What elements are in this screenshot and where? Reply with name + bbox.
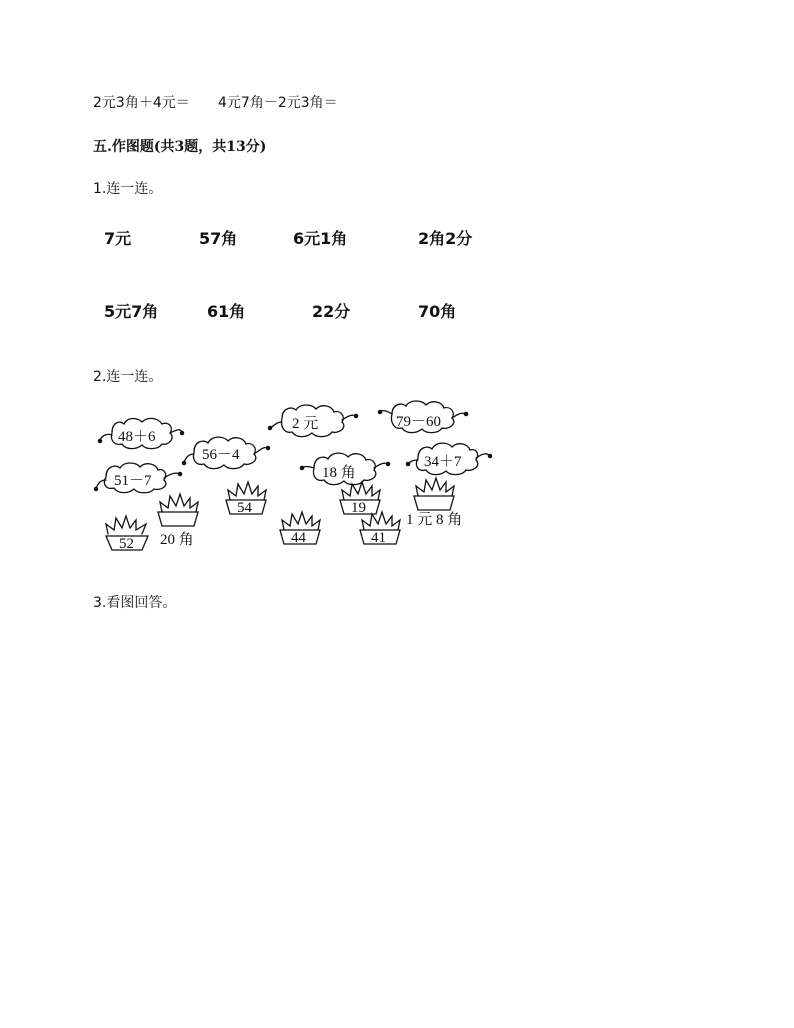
grass-4-text: 44 (291, 530, 306, 546)
match-item-top-1: 7元 (104, 229, 132, 248)
leaf-grass-figure (92, 400, 502, 560)
grass-1-text: 52 (119, 536, 134, 552)
grass-3-text: 54 (237, 500, 252, 516)
grass-5-text: 19 (351, 500, 366, 516)
grass-2-label: 20 角 (160, 532, 194, 548)
expression-2: 4元7角－2元3角＝ (218, 95, 338, 111)
expression-1: 2元3角＋4元＝ (93, 95, 190, 111)
match-item-top-3: 6元1角 (293, 229, 348, 248)
match-item-bottom-1: 5元7角 (104, 302, 159, 321)
question-2-label: 2.连一连。 (93, 369, 163, 385)
leaf-2-text: 56－4 (202, 447, 240, 463)
match-item-top-4: 2角2分 (418, 229, 473, 248)
leaf-7-text: 34＋7 (424, 454, 462, 470)
leaf-5-text: 79－60 (396, 414, 442, 430)
grass-6-text: 41 (371, 530, 386, 546)
match-item-top-2: 57角 (199, 229, 238, 248)
match-item-bottom-3: 22分 (312, 302, 351, 321)
grass-7-label: 1 元 8 角 (406, 512, 463, 528)
grass-7 (414, 478, 454, 510)
leaf-3-text: 51－7 (114, 473, 152, 489)
leaf-4-text: 2 元 (292, 416, 319, 432)
grass-2 (158, 494, 198, 526)
leaf-1-text: 48＋6 (118, 429, 156, 445)
match-item-bottom-4: 70角 (418, 302, 457, 321)
section-title: 五.作图题(共3题，共13分) (93, 139, 267, 155)
question-1-label: 1.连一连。 (93, 181, 163, 197)
question-3-label: 3.看图回答。 (93, 595, 177, 611)
match-item-bottom-2: 61角 (207, 302, 246, 321)
leaf-6-text: 18 角 (322, 465, 356, 481)
